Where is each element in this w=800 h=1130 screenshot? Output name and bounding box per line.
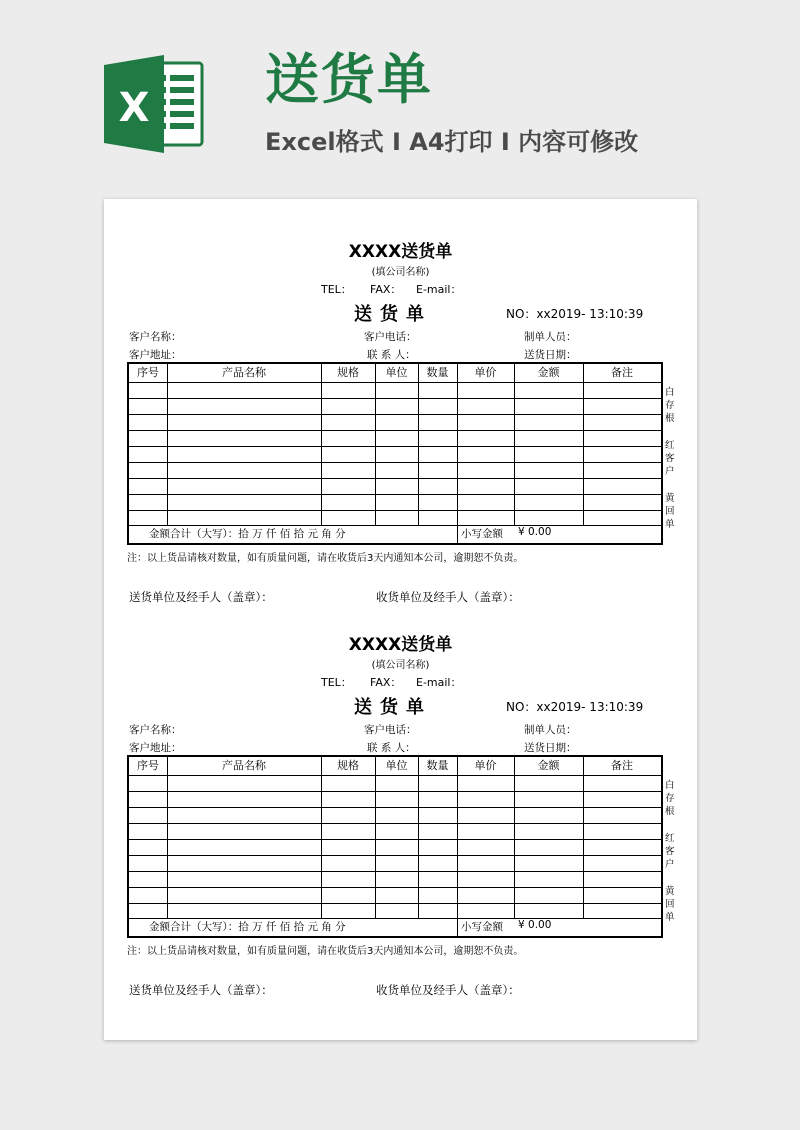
table-column-line <box>418 757 419 918</box>
customer-phone-label: 客户电话： <box>364 724 417 736</box>
table-header-cell: 备注 <box>611 366 633 379</box>
table-row-line <box>129 791 661 792</box>
table-column-line <box>321 364 322 525</box>
table-column-line <box>418 364 419 525</box>
email-label: E-mail： <box>416 283 462 296</box>
delivery-form-1 <box>104 199 697 604</box>
table-header-cell: 序号 <box>137 759 159 772</box>
table-header-cell: 单价 <box>474 759 497 772</box>
excel-logo-icon <box>104 55 204 153</box>
doc-number: NO：xx2019- 13:10:39 <box>506 700 644 714</box>
table-column-line <box>375 757 376 918</box>
total-divider <box>457 918 458 938</box>
copy-side-label: 黄回单 <box>665 886 675 923</box>
header <box>0 0 800 200</box>
total-amount-cn-label: 金额合计（大写）：拾 万 仟 佰 拾 元 角 分 <box>149 921 346 933</box>
table-column-line <box>583 757 584 918</box>
table-column-line <box>321 757 322 918</box>
notice-text: 注：以上货品请核对数量，如有质量问题，请在收货后3天内通知本公司，逾期恕不负责。 <box>127 553 524 564</box>
table-row-line <box>129 462 661 463</box>
table-row-line <box>129 430 661 431</box>
customer-phone-label: 客户电话： <box>364 331 417 343</box>
table-row-line <box>129 510 661 511</box>
customer-name-label: 客户名称： <box>129 331 182 343</box>
customer-address-label: 客户地址： <box>129 742 182 754</box>
table-header-cell: 数量 <box>426 759 449 772</box>
copy-side-label: 红客户 <box>665 440 675 477</box>
copy-side-label: 白存根 <box>665 780 675 817</box>
form-title: XXXX送货单 <box>348 242 453 262</box>
table-header-cell: 单价 <box>474 366 497 379</box>
items-table <box>127 362 663 545</box>
copy-side-label: 黄回单 <box>665 493 675 530</box>
total-amount-cn-label: 金额合计（大写）：拾 万 仟 佰 拾 元 角 分 <box>149 528 346 540</box>
contact-person-label: 联 系 人： <box>367 349 416 361</box>
table-column-line <box>375 364 376 525</box>
table-row-line <box>129 855 661 856</box>
contact-person-label: 联 系 人： <box>367 742 416 754</box>
customer-name-label: 客户名称： <box>129 724 182 736</box>
company-name-placeholder: (填公司名称) <box>371 267 430 278</box>
table-column-line <box>167 364 168 525</box>
creator-label: 制单人员： <box>524 331 577 343</box>
notice-text: 注：以上货品请核对数量，如有质量问题，请在收货后3天内通知本公司，逾期恕不负责。 <box>127 946 524 957</box>
total-amount-value: ¥ 0.00 <box>518 526 552 538</box>
total-divider <box>457 525 458 545</box>
table-row-line <box>129 807 661 808</box>
total-amount-num-label: 小写金额 <box>461 921 503 933</box>
receive-signature-label: 收货单位及经手人（盖章）： <box>376 983 520 997</box>
table-column-line <box>514 757 515 918</box>
table-column-line <box>457 364 458 525</box>
table-row-line <box>129 839 661 840</box>
paper <box>104 199 697 1040</box>
table-header-cell: 单位 <box>385 759 408 772</box>
table-row-line <box>129 903 661 904</box>
table-header-cell: 金额 <box>537 759 560 772</box>
table-header-cell: 产品名称 <box>222 759 266 772</box>
table-row-line <box>129 478 661 479</box>
copy-side-label: 红客户 <box>665 833 675 870</box>
delivery-date-label: 送货日期： <box>524 742 577 754</box>
table-row-line <box>129 382 661 383</box>
subtitle: Excel格式 Ⅰ A4打印 Ⅰ 内容可修改 <box>265 128 639 156</box>
delivery-signature-label: 送货单位及经手人（盖章）： <box>129 590 273 604</box>
table-header-cell: 单位 <box>385 366 408 379</box>
delivery-date-label: 送货日期： <box>524 349 577 361</box>
customer-address-label: 客户地址： <box>129 349 182 361</box>
table-row-line <box>129 775 661 776</box>
tel-label: TEL： <box>321 283 352 296</box>
main-title: 送货单 <box>265 48 433 111</box>
total-amount-num-label: 小写金额 <box>461 528 503 540</box>
table-column-line <box>514 364 515 525</box>
table-column-line <box>167 757 168 918</box>
tel-label: TEL： <box>321 676 352 689</box>
table-header-cell: 备注 <box>611 759 633 772</box>
receive-signature-label: 收货单位及经手人（盖章）： <box>376 590 520 604</box>
table-header-cell: 金额 <box>537 366 560 379</box>
doc-title: 送货单 <box>354 304 432 325</box>
fax-label: FAX： <box>370 676 402 689</box>
delivery-form-2 <box>104 592 697 997</box>
table-row-line <box>129 414 661 415</box>
table-row-line <box>129 494 661 495</box>
table-header-cell: 数量 <box>426 366 449 379</box>
table-row-line <box>129 398 661 399</box>
table-row-line <box>129 446 661 447</box>
table-column-line <box>583 364 584 525</box>
creator-label: 制单人员： <box>524 724 577 736</box>
copy-side-label: 白存根 <box>665 387 675 424</box>
delivery-signature-label: 送货单位及经手人（盖章）： <box>129 983 273 997</box>
excel-logo-letter: X <box>118 85 150 131</box>
form-title: XXXX送货单 <box>348 635 453 655</box>
table-column-line <box>457 757 458 918</box>
table-header-cell: 规格 <box>337 366 359 379</box>
table-header-cell: 产品名称 <box>222 366 266 379</box>
email-label: E-mail： <box>416 676 462 689</box>
table-row-line <box>129 823 661 824</box>
items-table <box>127 755 663 938</box>
table-row-line <box>129 887 661 888</box>
doc-title: 送货单 <box>354 697 432 718</box>
company-name-placeholder: (填公司名称) <box>371 660 430 671</box>
fax-label: FAX： <box>370 283 402 296</box>
table-header-cell: 规格 <box>337 759 359 772</box>
total-amount-value: ¥ 0.00 <box>518 919 552 931</box>
doc-number: NO：xx2019- 13:10:39 <box>506 307 644 321</box>
table-row-line <box>129 871 661 872</box>
table-header-cell: 序号 <box>137 366 159 379</box>
